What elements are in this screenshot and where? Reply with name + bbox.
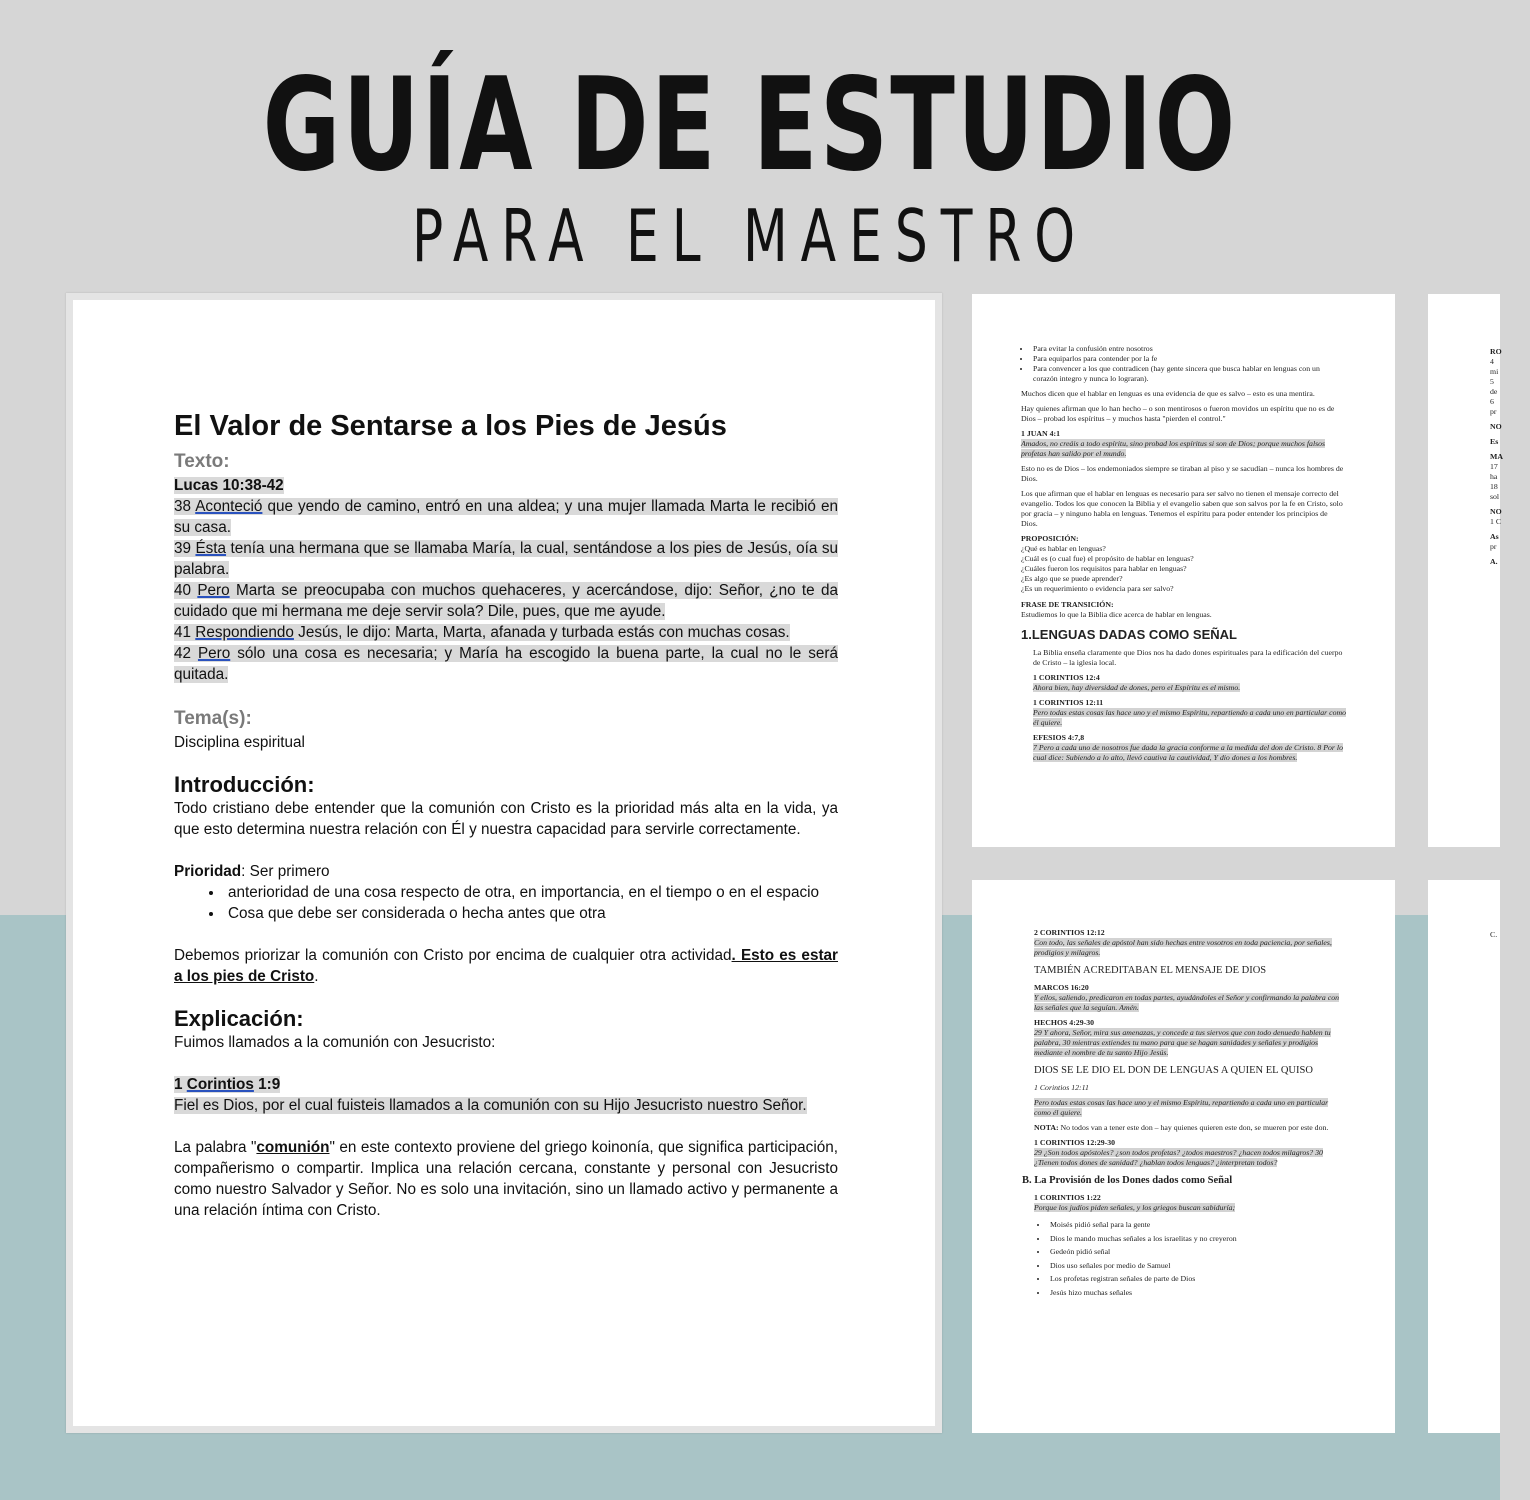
corintios-reference: 1 Corintios 1:9 [174,1076,281,1093]
proposicion-label: PROPOSICIÓN: [1021,534,1079,543]
hero-subtitle: PARA EL MAESTRO [411,194,1089,278]
section-heading: 1.LENGUAS DADAS COMO SEÑAL [1021,627,1237,642]
page5-fragment: C. [1490,930,1498,939]
list-item: ¿Cuáles fueron los requisitos para hablar en lenguas? [1021,564,1187,573]
passage-verses [174,496,838,685]
page2-bullets [1031,344,1346,384]
page3-ref: MARCOS 16:20 [1034,983,1089,992]
explicacion-heading: Explicación: [174,1006,304,1031]
hero-title: GUÍA DE ESTUDIO [262,51,1238,200]
page2-quote: Ahora bien, hay diversidad de dones, pero el Espíritu es el mismo. [1033,683,1241,692]
page4-fragment: pr [1490,407,1497,416]
page2-quote: Amados, no creáis a todo espíritu, sino probad los espíritus si son de Dios; porque muchos falsos profetas han salido por el mundo. [1021,439,1326,458]
page2-paragraph: Los que afirman que el hablar en lenguas es necesario para ser salvo no tienen el mensaje correcto del evangelio. Todos los que conocen la Biblia y el evangelio saben que son salvos por la fe en Cristo, solo por gracia – y ninguno habla en lenguas. Tenemos el espíritu para poder entender los principios de Dios. [1021,489,1343,528]
page4-fragment: 6 [1490,397,1494,406]
list-item: • Para equiparlos para contender por la fe [1031,354,1346,364]
frase-text: Estudiemos lo que la Biblia dice acerca de hablar en lenguas. [1021,610,1212,619]
page3-heading: DIOS SE LE DIO EL DON DE LENGUAS A QUIEN EL QUISO [1034,1065,1313,1076]
page2-ref: 1 JUAN 4:1 [1021,429,1060,438]
page4-fragment: 4 [1490,357,1494,366]
prioridad-line: Prioridad: Ser primero [174,863,330,880]
page2-ref: 1 CORINTIOS 12:4 [1033,673,1100,682]
list-item: • anterioridad de una cosa respecto de otra, en importancia, en el tiempo o en el espacio [224,882,838,903]
page4-fragment: ha [1490,472,1498,481]
preview-page-2 [972,294,1395,847]
page4-fragment: NO [1490,422,1502,431]
nota-paragraph: NOTA: No todos van a tener este don – hay quienes quieren este don, se mueren por este don. [1034,1123,1329,1132]
page4-fragment: A. [1490,557,1498,566]
page4-fragment: 18 [1490,482,1498,491]
list-item: • Para evitar la confusión entre nosotros [1031,344,1346,354]
explicacion-text: Fuimos llamados a la comunión con Jesucristo: [174,1034,496,1051]
page4-fragment: sol [1490,492,1500,501]
tema-value: Disciplina espiritual [174,734,305,751]
page3-quote: Con todo, las señales de apóstol han sido hechas entre vosotros en toda paciencia, por señales, prodigios y milagros. [1034,938,1332,957]
list-item: ¿Es algo que se puede aprender? [1021,574,1123,583]
texto-label: Texto: [174,451,230,472]
page2-quote: Pero todas estas cosas las hace uno y el mismo Espíritu, repartiendo a cada uno en particular como él quiere. [1033,708,1346,727]
verse-line: 41 Respondiendo Jesús, le dijo: Marta, Marta, afanada y turbada estás con muchas cosas. [174,624,790,641]
page4-fragment: MA [1490,452,1503,461]
page2-paragraph: Muchos dicen que el hablar en lenguas es una evidencia de que es salvo – esto es una mentira. [1021,389,1315,398]
page4-fragment: RO [1490,347,1502,356]
list-item: • Los profetas registran señales de parte de Dios [1048,1272,1346,1286]
page4-fragment: NO [1490,507,1502,516]
list-item: ¿Qué es hablar en lenguas? [1021,544,1106,553]
list-item: • Gedeón pidió señal [1048,1245,1346,1259]
page3-ref: 2 CORINTIOS 12:12 [1034,928,1105,937]
corintios-verse: Fiel es Dios, por el cual fuisteis llamados a la comunión con su Hijo Jesucristo nuestro Señor. [174,1097,807,1114]
document-title: El Valor de Sentarse a los Pies de Jesús [174,410,727,442]
list-item: • Cosa que debe ser considerada o hecha antes que otra [224,903,838,924]
page3-quote: Porque los judíos piden señales, y los griegos buscan sabiduría; [1034,1203,1236,1212]
verse-line: 42 Pero sólo una cosa es necesaria; y María ha escogido la buena parte, la cual no le será quitada. [174,645,838,683]
page2-ref: EFESIOS 4:7,8 [1033,733,1085,742]
page3-ref: 1 CORINTIOS 12:29-30 [1034,1138,1116,1147]
verse-line: 39 Ésta tenía una hermana que se llamaba María, la cual, sentándose a los pies de Jesús, oía su palabra. [174,540,838,578]
page4-fragment: As [1490,532,1499,541]
page3-subheading: B. La Provisión de los Dones dados como Señal [1022,1175,1233,1186]
list-item: ¿Es un requerimiento o evidencia para ser salvo? [1021,584,1174,593]
page3-heading: TAMBIÉN ACREDITABAN EL MENSAJE DE DIOS [1034,965,1267,976]
frase-label: FRASE DE TRANSICIÓN: [1021,600,1114,609]
list-item: ¿Cuál es (o cual fue) el propósito de hablar en lenguas? [1021,554,1194,563]
verse-line: 38 Aconteció que yendo de camino, entró en una aldea; y una mujer llamada Marta le recibió en su casa. [174,498,838,536]
page4-fragment: Es [1490,437,1499,446]
intro-heading: Introducción: [174,772,315,797]
page3-quote: Y ellos, saliendo, predicaron en todas partes, ayudándoles el Señor y confirmando la palabra con las señales que la seguían. Amén. [1034,993,1339,1012]
page4-fragment: 5 [1490,377,1494,386]
main-document-page [66,293,942,1433]
page3-quote: 29 ¿Son todos apóstoles? ¿son todos profetas? ¿todos maestros? ¿hacen todos milagros? 30 ¿Tienen todos dones de sanidad? ¿hablan todos lenguas? ¿interpretan todos? [1034,1148,1323,1167]
preview-page-5 [1428,880,1500,1433]
page4-fragments [1490,342,1530,567]
main-document-content [174,408,838,1221]
page3-ref: HECHOS 4:29-30 [1034,1018,1094,1027]
list-item: • Para convencer a los que contradicen (hay gente sincera que busca hablar en lenguas con un corazón integro y nunca lo lograran). [1031,364,1346,384]
page2-paragraph: La Biblia enseña claramente que Dios nos ha dado dones espirituales para la edificación del cuerpo de Cristo – la iglesia local. [1033,648,1343,667]
list-item: • Dios uso señales por medio de Samuel [1048,1259,1346,1273]
page3-bullets [1048,1218,1346,1299]
page4-fragment: de [1490,387,1498,396]
priorizar-paragraph: Debemos priorizar la comunión con Cristo por encima de cualquier otra actividad. Esto es estar a los pies de Cristo. [174,947,839,985]
prioridad-bullets [224,882,838,924]
page2-paragraph: Esto no es de Dios – los endemoniados siempre se tiraban al piso y se sacudían – nunca los hombres de Dios. [1021,464,1344,483]
page4-fragment: pr [1490,542,1497,551]
page2-paragraph: Hay quienes afirman que lo han hecho – o son mentirosos o fueron movidos un espíritu que no es de Dios – probad los espíritus – y muchos hasta "pierden el control." [1021,404,1335,423]
page2-quote: 7 Pero a cada uno de nosotros fue dada la gracia conforme a la medida del don de Cristo. 8 Por lo cual dice: Subiendo a lo alto, llevó cautiva la cautividad, Y dio dones a los hombres. [1033,743,1343,762]
page4-fragment: mi [1490,367,1499,376]
page3-quote: Pero todas estas cosas las hace uno y el mismo Espíritu, repartiendo a cada uno en particular como él quiere. [1034,1098,1329,1117]
page4-fragment: 1 C [1490,517,1502,526]
preview-page-4 [1428,294,1503,847]
list-item: • Jesús hizo muchas señales [1048,1286,1346,1300]
preview-page-3 [972,880,1395,1433]
page3-ref: 1 CORINTIOS 1:22 [1034,1193,1101,1202]
page4-fragment: 17 [1490,462,1498,471]
passage-reference: Lucas 10:38-42 [174,477,284,494]
intro-text: Todo cristiano debe entender que la comunión con Cristo es la prioridad más alta en la vida, ya que esto determina nuestra relación con Él y nuestra capacidad para servirle correctamente. [174,800,838,838]
verse-line: 40 Pero Marta se preocupaba con muchos quehaceres, y acercándose, dijo: Señor, ¿no te da cuidado que mi hermana me deje servir sola? Dile, pues, que me ayude. [174,582,838,620]
page3-ref: 1 Corintios 12:11 [1034,1083,1089,1092]
list-item: • Dios le mando muchas señales a los israelitas y no creyeron [1048,1232,1346,1246]
page3-quote: 29 Y ahora, Señor, mira sus amenazas, y concede a tus siervos que con todo denuedo hablen tu palabra, 30 mientras extiendes tu mano para que se hagan sanidades y señales y prodigios mediante el nombre de tu santo Hijo Jesús. [1034,1028,1331,1057]
comunion-paragraph: La palabra "comunión" en este contexto proviene del griego koinonía, que significa participación, compañerismo o compartir. Implica una relación cercana, constante y personal con Jesucristo como nuestro Salvador y Señor. No es solo una invitación, sino un llamado activo y permanente a una relación íntima con Cristo. [174,1139,838,1219]
tema-label: Tema(s): [174,708,252,729]
list-item: • Moisés pidió señal para la gente [1048,1218,1346,1232]
page2-ref: 1 CORINTIOS 12:11 [1033,698,1104,707]
